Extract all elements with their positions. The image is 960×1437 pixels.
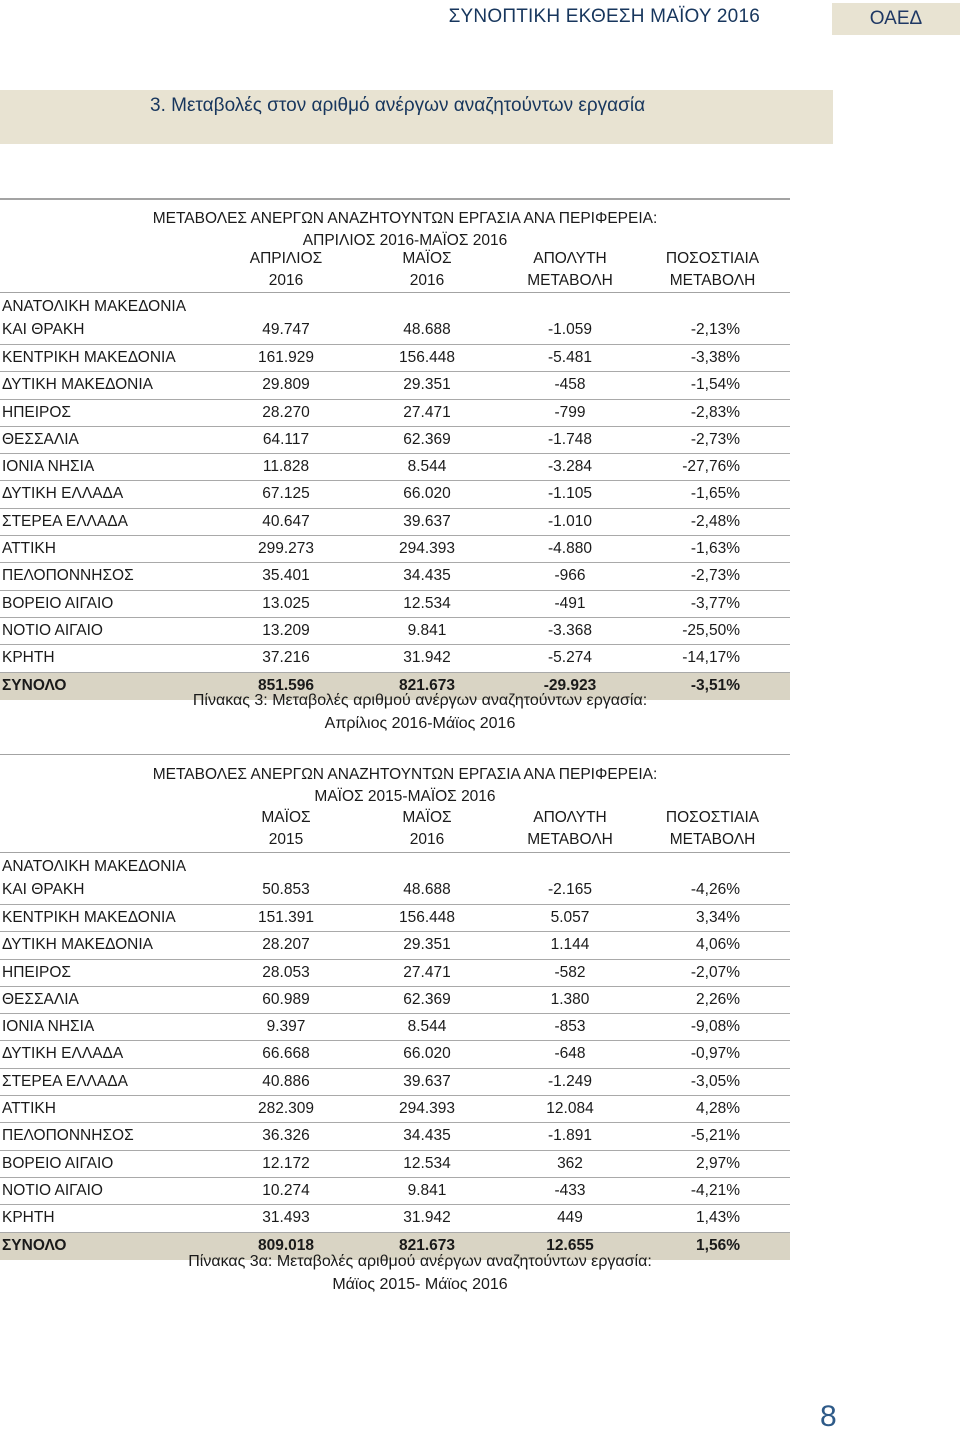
- total-prev: 809.018: [257, 1236, 315, 1254]
- region-name: ΣΤΕΡΕΑ ΕΛΛΑΔΑ: [2, 1072, 128, 1090]
- value-absolute-change: -966: [554, 567, 586, 585]
- value-prev: 60.989: [262, 990, 310, 1008]
- value-percent-change: -2,13%: [690, 321, 740, 338]
- value-prev: 28.207: [262, 936, 310, 954]
- value-current: 66.020: [403, 1045, 451, 1063]
- value-percent-change: 3,34%: [696, 909, 740, 926]
- value-prev: 13.025: [262, 594, 310, 612]
- value-absolute-change: 5.057: [550, 909, 590, 926]
- value-current: 29.351: [403, 936, 451, 954]
- region-name: ΚΕΝΤΡΙΚΗ ΜΑΚΕΔΟΝΙΑ: [2, 349, 176, 366]
- value-percent-change: -3,05%: [690, 1072, 740, 1090]
- region-name: ΚΡΗΤΗ: [2, 1209, 55, 1227]
- value-percent-change: 4,06%: [696, 936, 740, 954]
- region-name: ΠΕΛΟΠΟΝΝΗΣΟΣ: [2, 567, 134, 585]
- region-name: ΗΠΕΙΡΟΣ: [2, 963, 72, 981]
- table-row: [0, 293, 790, 345]
- table-row: [0, 536, 790, 563]
- value-prev: 35.401: [262, 567, 310, 585]
- region-name: ΔΥΤΙΚΗ ΜΑΚΕΔΟΝΙΑ: [2, 936, 154, 954]
- value-percent-change: 2,26%: [696, 990, 740, 1008]
- total-label: ΣΥΝΟΛΟ: [2, 676, 67, 694]
- table-body: [0, 905, 790, 1233]
- region-name: ΑΤΤΙΚΗ: [2, 1100, 56, 1118]
- region-name: ΔΥΤΙΚΗ ΜΑΚΕΔΟΝΙΑ: [2, 376, 154, 394]
- value-current: 31.942: [403, 1209, 451, 1227]
- table-caption: Πίνακας 3α: Μεταβολές αριθμού ανέργων αναζητούντων εργασία: Μάϊος 2015- Μάϊος 2016: [188, 1253, 652, 1293]
- region-name: ΣΤΕΡΕΑ ΕΛΛΑΔΑ: [2, 512, 128, 530]
- value-absolute-change: -5.274: [548, 649, 592, 667]
- table-title-line2: ΜΑΪΟΣ 2015-ΜΑΪΟΣ 2016: [314, 788, 496, 805]
- value-current: 294.393: [398, 1100, 456, 1118]
- table-row: [0, 1096, 790, 1123]
- value-absolute-change: 362: [557, 1154, 583, 1172]
- table-title: [0, 764, 790, 808]
- value-current: 12.534: [403, 594, 451, 612]
- table-title: [0, 208, 790, 252]
- value-current: 27.471: [403, 963, 451, 981]
- table-row: [0, 1014, 790, 1041]
- value-percent-change: -3,77%: [690, 594, 740, 612]
- value-percent-change: 2,97%: [696, 1154, 740, 1172]
- value-prev: 299.273: [257, 540, 315, 558]
- value-prev: 31.493: [262, 1209, 310, 1227]
- value-prev: 161.929: [257, 349, 315, 366]
- report-title: ΣΥΝΟΠΤΙΚΗ ΕΚΘΕΣΗ ΜΑΪΟΥ 2016: [448, 6, 760, 27]
- column-header-1: ΑΠΡΙΛΙΟΣ 2016: [249, 250, 323, 289]
- region-name: ΘΕΣΣΑΛΙΑ: [2, 430, 79, 448]
- table-row: [0, 400, 790, 427]
- value-percent-change: -9,08%: [690, 1018, 740, 1036]
- value-absolute-change: -582: [554, 963, 586, 981]
- value-absolute-change: -1.105: [548, 485, 592, 503]
- total-current: 821.673: [398, 1236, 456, 1254]
- table-row: [0, 591, 790, 618]
- region-name: ΙΟΝΙΑ ΝΗΣΙΑ: [2, 458, 95, 476]
- region-name: ΚΡΗΤΗ: [2, 649, 55, 667]
- value-absolute-change: -648: [554, 1045, 586, 1063]
- total-prev: 851.596: [257, 676, 315, 694]
- table-row: [0, 1069, 790, 1096]
- total-current: 821.673: [398, 676, 456, 694]
- region-name: ΚΕΝΤΡΙΚΗ ΜΑΚΕΔΟΝΙΑ: [2, 909, 176, 926]
- value-current: 34.435: [403, 1127, 451, 1145]
- table-caption: Πίνακας 3: Μεταβολές αριθμού ανέργων αναζητούντων εργασία: Απρίλιος 2016-Μάϊος 2016: [192, 692, 648, 732]
- value-current: 62.369: [403, 430, 451, 448]
- value-current: 9.841: [407, 1181, 447, 1199]
- value-absolute-change: 449: [557, 1209, 583, 1227]
- section-title: 3. Μεταβολές στον αριθμό ανέργων αναζητούντων εργασία: [0, 90, 833, 144]
- value-percent-change: -2,83%: [690, 403, 740, 421]
- table-title-line2: ΑΠΡΙΛΙΟΣ 2016-ΜΑΪΟΣ 2016: [302, 232, 508, 249]
- table-title-line1: ΜΕΤΑΒΟΛΕΣ ΑΝΕΡΓΩΝ ΑΝΑΖΗΤΟΥΝΤΩΝ ΕΡΓΑΣΙΑ ΑΝΑ ΠΕΡΙΦΕΡΕΙΑ:: [152, 766, 658, 783]
- value-percent-change: -1,63%: [690, 540, 740, 558]
- value-current: 27.471: [403, 403, 451, 421]
- value-percent-change: -2,73%: [690, 430, 740, 448]
- region-name: ΘΕΣΣΑΛΙΑ: [2, 990, 79, 1008]
- region-name: ΑΝΑΤΟΛΙΚΗ ΜΑΚΕΔΟΝΙΑ ΚΑΙ ΘΡΑΚΗ: [2, 298, 187, 338]
- table-header: [0, 198, 790, 293]
- value-percent-change: -14,17%: [682, 649, 740, 667]
- value-absolute-change: -433: [554, 1181, 586, 1199]
- value-absolute-change: 1.380: [550, 990, 590, 1008]
- table-row: [0, 345, 790, 372]
- table-row: [0, 481, 790, 508]
- table-row: [0, 1151, 790, 1178]
- table-may-2015-may-2016: [0, 754, 790, 1260]
- table-row: [0, 454, 790, 481]
- value-prev: 50.853: [262, 881, 310, 898]
- value-current: 48.688: [403, 321, 451, 338]
- table-row: [0, 1205, 790, 1232]
- value-absolute-change: 1.144: [550, 936, 590, 954]
- value-prev: 151.391: [257, 909, 315, 926]
- region-name: ΑΤΤΙΚΗ: [2, 540, 56, 558]
- value-absolute-change: -1.059: [548, 321, 592, 338]
- table-row: [0, 987, 790, 1014]
- value-absolute-change: -1.891: [548, 1127, 592, 1145]
- region-name: ΝΟΤΙΟ ΑΙΓΑΙΟ: [2, 621, 103, 639]
- total-percent-change: -3,51%: [690, 676, 740, 694]
- value-prev: 49.747: [262, 321, 310, 338]
- value-current: 34.435: [403, 567, 451, 585]
- table-title-line1: ΜΕΤΑΒΟΛΕΣ ΑΝΕΡΓΩΝ ΑΝΑΖΗΤΟΥΝΤΩΝ ΕΡΓΑΣΙΑ ΑΝΑ ΠΕΡΙΦΕΡΕΙΑ:: [152, 210, 658, 227]
- value-prev: 36.326: [262, 1127, 310, 1145]
- value-prev: 64.117: [262, 430, 310, 448]
- value-absolute-change: -5.481: [548, 349, 592, 366]
- value-absolute-change: -491: [554, 594, 586, 612]
- value-prev: 28.053: [262, 963, 310, 981]
- value-prev: 40.647: [262, 512, 310, 530]
- value-percent-change: -25,50%: [682, 621, 740, 639]
- value-percent-change: -4,26%: [690, 881, 740, 898]
- region-name: ΙΟΝΙΑ ΝΗΣΙΑ: [2, 1018, 95, 1036]
- value-prev: 282.309: [257, 1100, 315, 1118]
- value-absolute-change: -799: [554, 403, 586, 421]
- region-name: ΔΥΤΙΚΗ ΕΛΛΑΔΑ: [2, 485, 124, 503]
- value-percent-change: -0,97%: [690, 1045, 740, 1063]
- value-current: 12.534: [403, 1154, 451, 1172]
- table-row: [0, 1178, 790, 1205]
- organization-badge: ΟΑΕΔ: [832, 3, 960, 35]
- column-header-3: ΑΠΟΛΥΤΗ ΜΕΤΑΒΟΛΗ: [527, 809, 613, 848]
- value-current: 8.544: [407, 458, 447, 476]
- table-row: [0, 1041, 790, 1068]
- page-header: [0, 0, 960, 38]
- value-current: 66.020: [403, 485, 451, 503]
- value-prev: 28.270: [262, 403, 310, 421]
- value-absolute-change: -1.748: [548, 430, 592, 448]
- value-absolute-change: -4.880: [548, 540, 592, 558]
- value-percent-change: -27,76%: [682, 458, 740, 476]
- value-percent-change: -2,07%: [690, 963, 740, 981]
- table-row: [0, 509, 790, 536]
- value-current: 156.448: [398, 349, 456, 366]
- value-prev: 13.209: [262, 621, 310, 639]
- value-current: 39.637: [403, 512, 451, 530]
- value-current: 48.688: [403, 881, 451, 898]
- total-absolute-change: -29.923: [543, 676, 597, 694]
- table-row: [0, 960, 790, 987]
- value-prev: 10.274: [262, 1181, 310, 1199]
- value-prev: 66.668: [262, 1045, 310, 1063]
- total-label: ΣΥΝΟΛΟ: [2, 1236, 67, 1254]
- column-header-2: ΜΑΪΟΣ 2016: [402, 250, 452, 289]
- region-name: ΝΟΤΙΟ ΑΙΓΑΙΟ: [2, 1181, 103, 1199]
- value-absolute-change: 12.084: [546, 1100, 594, 1118]
- table-row: [0, 563, 790, 590]
- region-name: ΒΟΡΕΙΟ ΑΙΓΑΙΟ: [2, 594, 114, 612]
- value-percent-change: -5,21%: [690, 1127, 740, 1145]
- table-row: [0, 932, 790, 959]
- region-name: ΑΝΑΤΟΛΙΚΗ ΜΑΚΕΔΟΝΙΑ ΚΑΙ ΘΡΑΚΗ: [2, 858, 187, 898]
- page-number: 8: [820, 1400, 837, 1433]
- value-current: 29.351: [403, 376, 451, 394]
- value-absolute-change: -1.249: [548, 1072, 592, 1090]
- value-absolute-change: -3.368: [548, 621, 592, 639]
- value-percent-change: -1,54%: [690, 376, 740, 394]
- value-absolute-change: -3.284: [548, 458, 592, 476]
- value-absolute-change: -2.165: [548, 881, 592, 898]
- value-current: 62.369: [403, 990, 451, 1008]
- region-name: ΒΟΡΕΙΟ ΑΙΓΑΙΟ: [2, 1154, 114, 1172]
- column-header-4: ΠΟΣΟΣΤΙΑΙΑ ΜΕΤΑΒΟΛΗ: [665, 809, 760, 848]
- value-prev: 40.886: [262, 1072, 310, 1090]
- value-percent-change: -4,21%: [690, 1181, 740, 1199]
- column-header-3: ΑΠΟΛΥΤΗ ΜΕΤΑΒΟΛΗ: [527, 250, 613, 289]
- table-row: [0, 618, 790, 645]
- table-row: [0, 427, 790, 454]
- value-prev: 12.172: [262, 1154, 310, 1172]
- region-name: ΔΥΤΙΚΗ ΕΛΛΑΔΑ: [2, 1045, 124, 1063]
- value-percent-change: -2,48%: [690, 512, 740, 530]
- value-current: 294.393: [398, 540, 456, 558]
- value-current: 31.942: [403, 649, 451, 667]
- value-prev: 9.397: [266, 1018, 306, 1036]
- value-percent-change: -3,38%: [690, 349, 740, 366]
- value-current: 9.841: [407, 621, 447, 639]
- table-header: [0, 754, 790, 853]
- value-current: 39.637: [403, 1072, 451, 1090]
- value-prev: 67.125: [262, 485, 310, 503]
- column-header-4: ΠΟΣΟΣΤΙΑΙΑ ΜΕΤΑΒΟΛΗ: [665, 250, 760, 289]
- value-prev: 37.216: [262, 649, 310, 667]
- value-current: 8.544: [407, 1018, 447, 1036]
- value-percent-change: -2,73%: [690, 567, 740, 585]
- value-absolute-change: -1.010: [548, 512, 592, 530]
- region-name: ΗΠΕΙΡΟΣ: [2, 403, 72, 421]
- value-absolute-change: -853: [554, 1018, 586, 1036]
- table-row: [0, 645, 790, 672]
- table-april-may-2016: [0, 198, 790, 700]
- table-row: [0, 372, 790, 399]
- total-absolute-change: 12.655: [546, 1236, 594, 1254]
- value-percent-change: 1,43%: [696, 1209, 740, 1227]
- value-current: 156.448: [398, 909, 456, 926]
- column-header-1: ΜΑΪΟΣ 2015: [261, 809, 311, 848]
- value-percent-change: -1,65%: [690, 485, 740, 503]
- value-absolute-change: -458: [554, 376, 586, 394]
- value-prev: 11.828: [262, 458, 310, 476]
- total-percent-change: 1,56%: [696, 1236, 740, 1254]
- table-row: [0, 1123, 790, 1150]
- table-body: [0, 345, 790, 673]
- table-row: [0, 853, 790, 905]
- column-header-2: ΜΑΪΟΣ 2016: [402, 809, 452, 848]
- value-percent-change: 4,28%: [696, 1100, 740, 1118]
- region-name: ΠΕΛΟΠΟΝΝΗΣΟΣ: [2, 1127, 134, 1145]
- value-prev: 29.809: [262, 376, 310, 394]
- table-row: [0, 905, 790, 932]
